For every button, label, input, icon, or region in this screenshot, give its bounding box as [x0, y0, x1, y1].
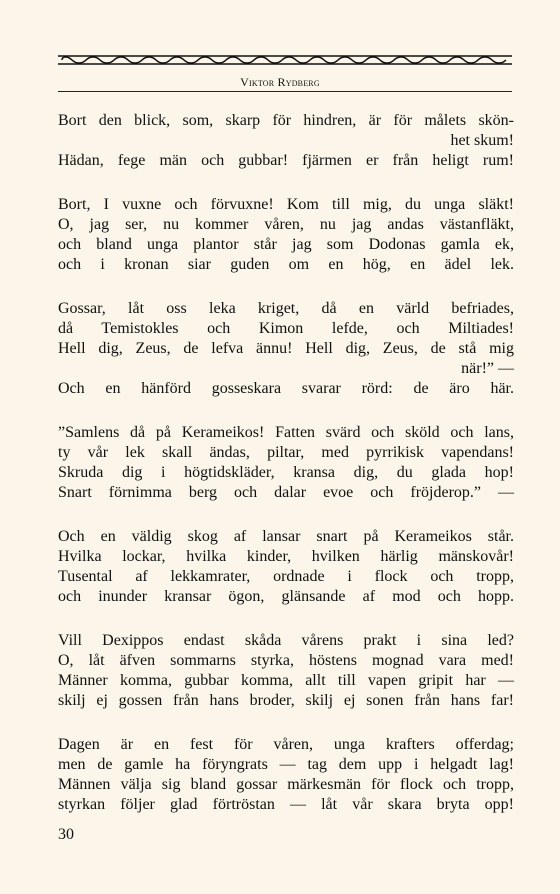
poem-line: men de gamle ha föryngrats — tag dem upp i helgadt lag! — [58, 756, 514, 773]
poem-line: ty vår lek skall ändas, piltar, med pyrrikisk vapendans! — [58, 444, 514, 461]
poem-line: Dagen är en fest för våren, unga krafters offerdag; — [58, 736, 514, 753]
poem-line: Bort den blick, som, skarp för hindren, är för målets skön- — [58, 112, 514, 129]
poem-line: Skruda dig i högtidskläder, kransa dig, du glada hop! — [58, 464, 514, 481]
poem-line: Snart förnimma berg och dalar evoe och fröjderop.” — — [58, 484, 514, 501]
poem-line: Gossar, låt oss leka kriget, då en värld befriades, — [58, 300, 514, 317]
stanza-4 — [58, 423, 514, 503]
poem-line: ”Samlens då på Kerameikos! Fatten svärd och sköld och lans, — [58, 424, 514, 441]
poem-line: skilj ej gossen från hans broder, skilj ej sonen från hans far! — [58, 692, 514, 709]
poem-line: då Temistokles och Kimon lefde, och Miltiades! — [58, 320, 514, 337]
stanza-5 — [58, 527, 514, 607]
poem-line-continuation: när!” — — [461, 360, 514, 377]
poem-text — [58, 111, 514, 839]
stanza-1 — [58, 111, 514, 171]
poem-line: och i kronan siar guden om en hög, en ädel lek. — [58, 256, 514, 273]
poem-line: Vill Dexippos endast skåda vårens prakt i sina led? — [58, 632, 514, 649]
poem-line: och bland unga plantor står jag som Dodonas gamla ek, — [58, 236, 514, 253]
poem-line-continuation: het skum! — [450, 132, 514, 149]
header-rule — [58, 91, 512, 92]
poem-line: O, jag ser, nu kommer våren, nu jag andas västanfläkt, — [58, 216, 514, 233]
stanza-7 — [58, 735, 514, 815]
poem-line: Hädan, fege män och gubbar! fjärmen er från heligt rum! — [58, 152, 514, 169]
stanza-3 — [58, 299, 514, 399]
poem-line: Hvilka lockar, hvilka kinder, hvilken härlig mänskovår! — [58, 548, 514, 565]
poem-line: Männen välja sig bland gossar märkesmän för flock och tropp, — [58, 776, 514, 793]
page-number: 30 — [58, 826, 74, 843]
poem-line: Bort, I vuxne och förvuxne! Kom till mig, du unga släkt! — [58, 196, 514, 213]
decorative-border-icon — [58, 54, 512, 66]
poem-line: styrkan följer glad förtröstan — låt vår skara bryta opp! — [58, 796, 514, 813]
stanza-6 — [58, 631, 514, 711]
running-header: Viktor Rydberg — [240, 75, 320, 89]
stanza-2 — [58, 195, 514, 275]
poem-line: Hell dig, Zeus, de lefva ännu! Hell dig, Zeus, de stå mig — [58, 340, 514, 357]
poem-line: Männer komma, gubbar komma, allt till vapen gripit har — — [58, 672, 514, 689]
poem-line: O, låt äfven sommarns styrka, höstens mognad vara med! — [58, 652, 514, 669]
poem-line: Och en hänförd gosseskara svarar rörd: de äro här. — [58, 380, 514, 397]
poem-line: och inunder kransar ögon, glänsande af mod och hopp. — [58, 588, 514, 605]
poem-line: Tusental af lekkamrater, ordnade i flock och tropp, — [58, 568, 514, 585]
poem-line: Och en väldig skog af lansar snart på Kerameikos står. — [58, 528, 514, 545]
